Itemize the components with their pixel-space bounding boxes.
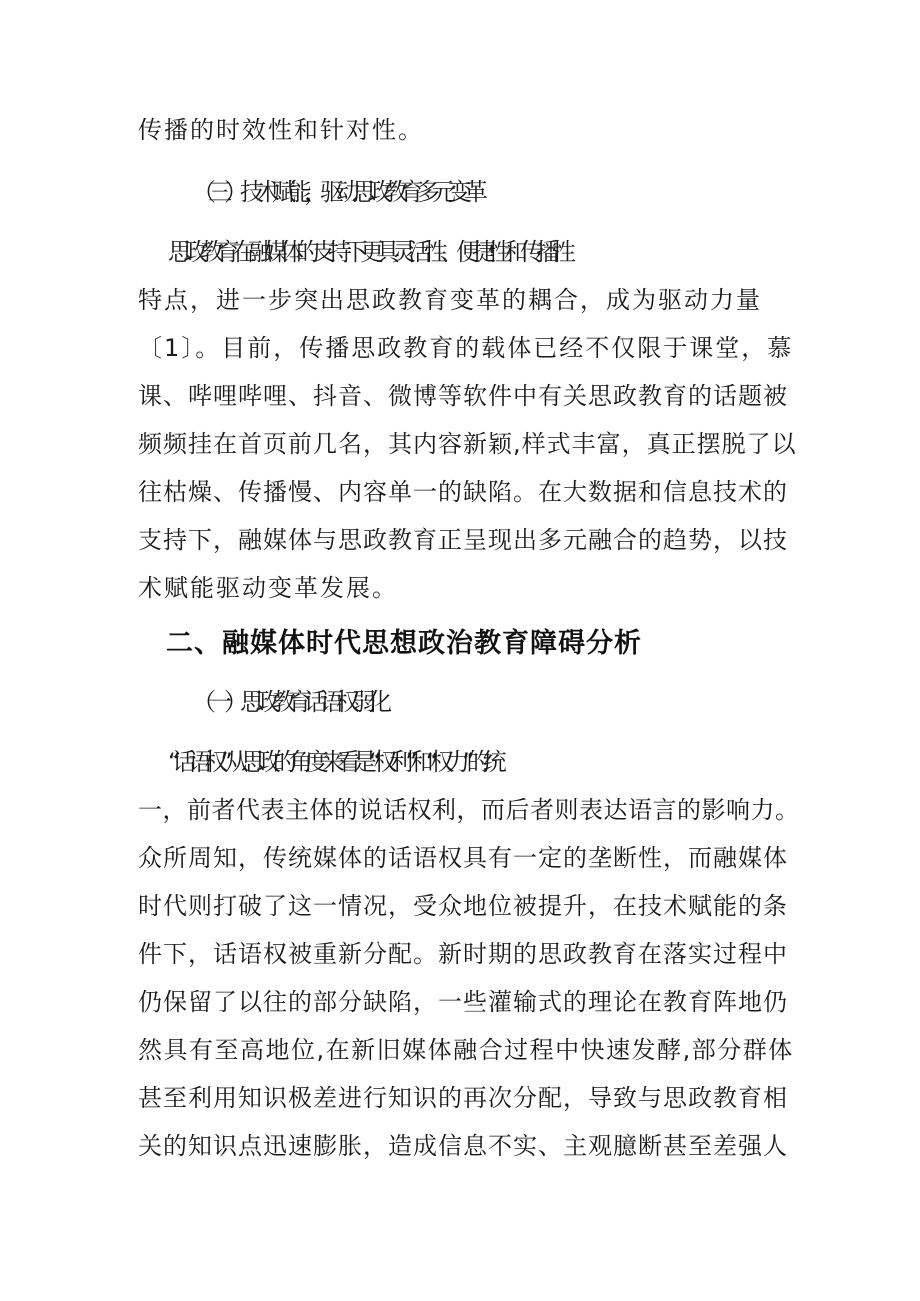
text-line: 时代则打破了这一情况，受众地位被提升，在技术赋能的条 — [138, 892, 788, 920]
text-line: 然具有至高地位,在新旧媒体融合过程中快速发酵,部分群体 — [138, 1036, 794, 1064]
text-line: 特点，进一步突出思政教育变革的耦合，成为驱动力量 — [138, 286, 762, 314]
text-line: 件下，话语权被重新分配。新时期的思政教育在落实过程中 — [138, 940, 788, 968]
text-line: 往枯燥、传播慢、内容单一的缺陷。在大数据和信息技术的 — [138, 478, 788, 506]
text-line: 频频挂在首页前几名，其内容新颖,样式丰富，真正摆脱了以 — [138, 430, 797, 458]
text-line: 术赋能驱动变革发展。 — [138, 574, 398, 602]
subheading-discourse-power: （一）思政教育话语权弱化 — [192, 688, 384, 716]
text-line: 〔1〕。目前，传播思政教育的载体已经不仅限于课堂，慕 — [138, 334, 794, 362]
subheading-tech-empowerment: （三）技术赋能，驱动思政教育多元变革 — [192, 178, 480, 206]
section-heading: 二、融媒体时代思想政治教育障碍分析 — [166, 628, 642, 659]
text-line: 众所周知，传统媒体的话语权具有一定的垄断性，而融媒体 — [138, 844, 788, 872]
text-line: 课、哔哩哔哩、抖音、微博等软件中有关思政教育的话题被 — [138, 382, 788, 410]
text-line: 支持下，融媒体与思政教育正呈现出多元融合的趋势，以技 — [138, 526, 788, 554]
text-line: 一，前者代表主体的说话权利，而后者则表达语言的影响力。 — [138, 796, 800, 824]
text-line: 甚至利用知识极差进行知识的再次分配，导致与思政教育相 — [138, 1084, 788, 1112]
text-line: 传播的时效性和针对性。 — [138, 116, 424, 144]
text-line: “话语权”从思政的角度来看是“权利”和“权力”的统 — [168, 748, 499, 776]
text-line: 思政教育在融媒体的支持下更具灵活性、便捷性和传播性 — [168, 238, 568, 266]
text-line: 仍保留了以往的部分缺陷，一些灌输式的理论在教育阵地仍 — [138, 988, 788, 1016]
text-line: 关的知识点迅速膨胀，造成信息不实、主观臆断甚至差强人 — [138, 1132, 788, 1160]
